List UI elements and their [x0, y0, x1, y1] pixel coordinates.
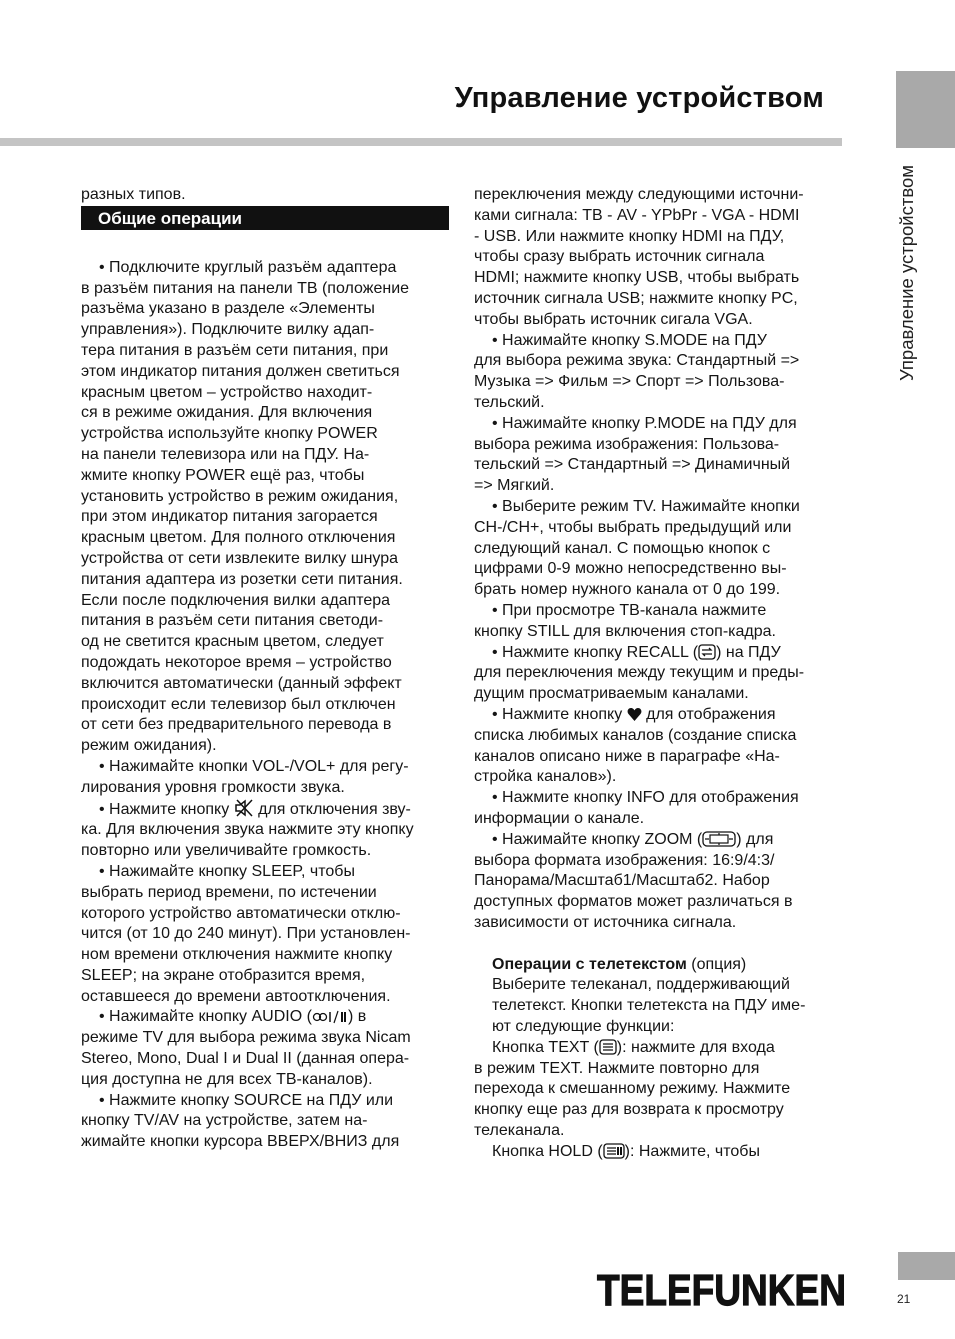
text-line: чится (от 10 до 240 минут). При установлен- — [81, 925, 411, 943]
bottom-tab-marker — [898, 1252, 955, 1280]
page-title: Управление устройством — [454, 82, 824, 114]
mute-icon — [234, 799, 254, 817]
text-line: Если после подключения вилки адаптера — [81, 591, 391, 609]
text-line: разных типов. — [81, 186, 186, 203]
text-line: телеканала. — [474, 1122, 565, 1140]
text-line: жимайте кнопки курсора ВВЕРХ/ВНИЗ для — [81, 1133, 400, 1151]
side-tab-marker — [896, 71, 955, 148]
text-line: от сети без предварительного перевода в — [81, 716, 392, 734]
text-line: стройка каналов»). — [474, 768, 617, 786]
paragraph-recall — [474, 663, 846, 705]
text-line: тельский. — [474, 393, 545, 411]
text-line: повторно или увеличивайте громкость. — [81, 842, 372, 860]
text-line: SLEEP; на экране отобразится время, — [81, 966, 366, 984]
paragraph-pmode — [474, 414, 846, 497]
text-line: ция доступна не для всех ТВ-каналов). — [81, 1070, 373, 1088]
text-line: брать номер нужного канала от 0 до 199. — [474, 581, 781, 599]
text-line: красным цветом. Для полного отключения — [81, 529, 396, 547]
text-line: ся в режиме ожидания. Для включения — [81, 404, 373, 422]
text-line: выбрать период времени, по истечении — [81, 883, 377, 901]
text-line: списка любимых каналов (создание списка — [474, 726, 797, 744]
side-tab-text: Управление устройством — [896, 165, 917, 382]
text-line: • Нажимайте кнопку P.MODE на ПДУ для — [492, 414, 797, 432]
text-line: лирования уровня громкости звука. — [81, 778, 345, 796]
text-line: выбора режима изображения: Пользова- — [474, 435, 780, 453]
text-line: доступных форматов может различаться в — [474, 893, 793, 911]
text-line: в режим TEXT. Нажмите повторно для — [474, 1059, 760, 1077]
text-line: Stereo, Mono, Dual I и Dual II (данная опера- — [81, 1050, 410, 1068]
paragraph-audio — [81, 1028, 451, 1090]
brand-logo-text: TELEFUNKEN — [597, 1266, 846, 1315]
text-line: цифрами 0-9 можно непосредственно вы- — [474, 560, 787, 578]
teletext-title: Операции с телетекстом — [492, 955, 687, 973]
paragraph-fav-first: • Нажмите кнопку для отображения — [492, 705, 776, 723]
text-line: => Мягкий. — [474, 477, 555, 495]
text-line: • Нажимайте кнопки VOL-/VOL+ для регу- — [99, 757, 409, 775]
text-line: тельский => Стандартный => Динамичный — [474, 456, 791, 474]
brand-logo — [597, 1266, 846, 1315]
text-line: ют следующие функции: — [492, 1018, 675, 1036]
section-title-general: Общие операции — [81, 206, 449, 230]
paragraph-smode — [474, 331, 846, 414]
zoom-icon — [702, 831, 736, 847]
text-line: при этом индикатор питания загорается — [81, 508, 378, 526]
paragraph-power — [81, 258, 451, 757]
paragraph-audio-first: • Нажимайте кнопку AUDIO ( ) в — [99, 1008, 367, 1026]
text-line: • При просмотре ТВ-канала нажмите — [492, 601, 767, 619]
text-line: перехода к смешанному режиму. Нажмите — [474, 1080, 791, 1098]
paragraph-text — [474, 1059, 846, 1142]
text-line: • Нажмите кнопку INFO для отображения — [492, 789, 799, 807]
text-line: • Подключите круглый разъём адаптера — [99, 258, 397, 276]
paragraph-channels — [474, 497, 846, 601]
heart-icon — [627, 707, 642, 722]
text-line: дущим просматриваемым каналами. — [474, 685, 749, 703]
paragraph-source-cont — [474, 185, 846, 331]
text-line: • Нажимайте кнопку SLEEP, чтобы — [99, 862, 355, 880]
paragraph-teletext-intro — [474, 975, 846, 1037]
text-line: подождать некоторое время – устройство — [81, 653, 392, 671]
text-line: HDMI; нажмите кнопку USB, чтобы выбрать — [474, 269, 800, 287]
text-line: чтобы выбрать источник сигала VGA. — [474, 310, 753, 328]
paragraph-hold-first: Кнопка HOLD ( ): Нажмите, чтобы — [492, 1142, 760, 1160]
text-line: ном времени отключения нажмите кнопку — [81, 946, 393, 964]
hold-icon — [603, 1143, 625, 1159]
text-line: устройства используйте кнопку POWER — [81, 425, 378, 443]
text-line: источник сигнала USB; нажмите кнопку PC, — [474, 289, 798, 307]
paragraph-fav — [474, 726, 846, 788]
paragraph-sleep — [81, 862, 451, 1008]
text-line: кнопку TV/AV на устройстве, затем на- — [81, 1112, 368, 1130]
text-line: каналов описано ниже в параграфе «На- — [474, 747, 780, 765]
text-line: питания адаптера из розетки сети питания. — [81, 570, 403, 588]
text-line: которого устройство автоматически отклю- — [81, 904, 401, 922]
text-line: выбора формата изображения: 16:9/4:3/ — [474, 851, 775, 869]
text-line: ками сигнала: ТВ - AV - YPbPr - VGA - HDMI — [474, 206, 800, 224]
text-line: следующий канал. С помощью кнопок с — [474, 539, 771, 557]
text-line: питания в разъём сети питания светоди- — [81, 612, 384, 630]
paragraph-mute-first: • Нажмите кнопку для отключения зву- — [99, 800, 411, 818]
teletext-heading — [474, 955, 846, 976]
text-line: од не светится красным цветом, следует — [81, 633, 384, 651]
text-line: устройства от сети извлеките вилку шнура — [81, 549, 399, 567]
teletext-option: (опция) — [686, 955, 747, 973]
text-line: ка. Для включения звука нажмите эту кнопку — [81, 821, 414, 839]
text-line: для выбора режима звука: Стандартный => — [474, 352, 800, 370]
paragraph-source — [81, 1091, 451, 1153]
text-line: происходит если телевизор был отключен — [81, 695, 396, 713]
text-line: • Выберите режим TV. Нажимайте кнопки — [492, 497, 800, 515]
text-line: установить устройство в режим ожидания, — [81, 487, 399, 505]
paragraph-zoom-first: • Нажимайте кнопку ZOOM ( ) для — [492, 830, 774, 848]
text-line: включится автоматически (данный эффект — [81, 674, 402, 692]
page-number: 21 — [897, 1292, 911, 1306]
text-line: информации о канале. — [474, 809, 645, 827]
side-tab-label — [890, 165, 924, 425]
text-line: CH-/CH+, чтобы выбрать предыдущий или — [474, 518, 792, 536]
title-divider — [0, 138, 842, 146]
text-line: кнопку STILL для включения стоп-кадра. — [474, 622, 776, 640]
left-column — [81, 185, 451, 1153]
text-line: режиме TV для выбора режима звука Nicam — [81, 1029, 411, 1047]
text-line: в разъём питания на панели ТВ (положение — [81, 279, 410, 297]
left-lines-before — [81, 185, 451, 206]
text-line: • Нажмите кнопку SOURCE на ПДУ или — [99, 1091, 394, 1109]
recall-icon — [698, 644, 716, 660]
text-line: этом индикатор питания должен светиться — [81, 362, 400, 380]
text-line: тера питания в разъём сети питания, при — [81, 341, 389, 359]
text-line: Музыка => Фильм => Спорт => Пользова- — [474, 373, 785, 391]
paragraph-recall-first: • Нажмите кнопку RECALL ( ) на ПДУ — [492, 643, 781, 661]
paragraph-info — [474, 788, 846, 830]
paragraph-zoom — [474, 851, 846, 934]
paragraph-still — [474, 601, 846, 643]
text-line: телетекст. Кнопки телетекста на ПДУ име- — [492, 997, 806, 1015]
text-line: зависимости от источника сигнала. — [474, 913, 737, 931]
text-line: Выберите телеканал, поддерживающий — [492, 976, 790, 994]
text-line: • Нажимайте кнопку S.MODE на ПДУ — [492, 331, 767, 349]
text-line: оставшееся до времени автоотключения. — [81, 987, 391, 1005]
text-line: жмите кнопку POWER ещё раз, чтобы — [81, 466, 365, 484]
text-line: на панели телевизора или на ПДУ. На- — [81, 445, 370, 463]
text-line: кнопку еще раз для возврата к просмотру — [474, 1101, 784, 1119]
text-line: - USB. Или нажмите кнопку HDMI на ПДУ, — [474, 227, 785, 245]
text-line: чтобы сразу выбрать источник сигнала — [474, 248, 765, 266]
paragraph-text-first: Кнопка TEXT ( ): нажмите для входа — [492, 1038, 775, 1056]
right-column — [474, 185, 846, 1163]
paragraph-mute — [81, 820, 451, 862]
text-line: для переключения между текущим и преды- — [474, 664, 805, 682]
text-line: переключения между следующими источни- — [474, 186, 804, 203]
text-line: управления»). Подключите вилку адап- — [81, 321, 375, 339]
text-line: Панорама/Масштаб1/Масштаб2. Набор — [474, 872, 770, 890]
text-icon — [599, 1039, 617, 1055]
text-line: режим ожидания). — [81, 737, 217, 755]
paragraph-volume — [81, 757, 451, 799]
text-line: разъёма указано в разделе «Элементы — [81, 300, 375, 318]
audio-icon — [312, 1010, 348, 1024]
text-line: красным цветом – устройство находит- — [81, 383, 373, 401]
